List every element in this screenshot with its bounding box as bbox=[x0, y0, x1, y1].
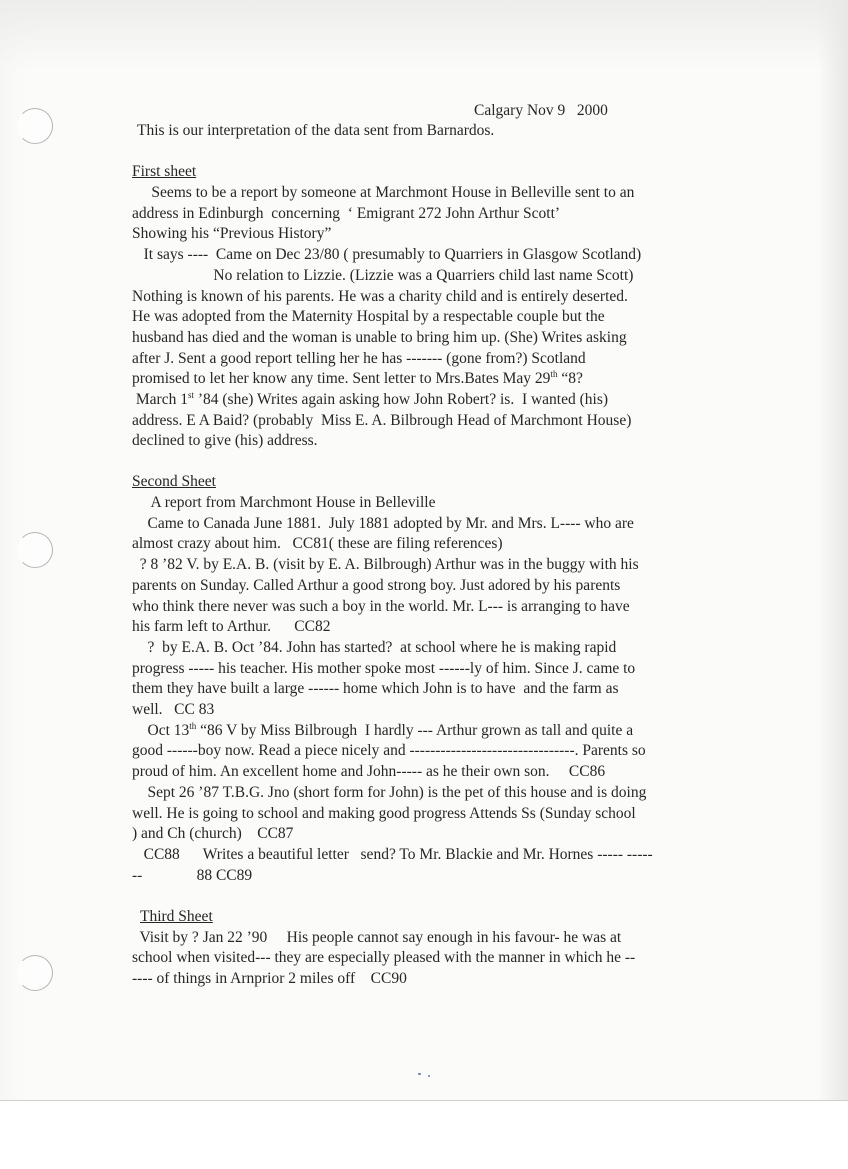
third-sheet-line: Visit by ? Jan 22 ’90 His people cannot say enough in his favour- he was at bbox=[132, 928, 622, 946]
ink-speck bbox=[428, 1075, 430, 1077]
second-sheet-line: proud of him. An excellent home and John----- as he their own son. CC86 bbox=[132, 763, 606, 781]
second-sheet-line: ? by E.A. B. Oct ’84. John has started? at school where he is making rapid bbox=[132, 638, 617, 656]
second-sheet-line: A report from Marchmont House in Belleville bbox=[132, 494, 436, 511]
first-sheet-line: address in Edinburgh concerning ‘ Emigrant 272 John Arthur Scott’ bbox=[132, 204, 561, 222]
third-sheet-line: ---- of things in Arnprior 2 miles off CC90 bbox=[132, 969, 407, 987]
first-sheet-heading: First sheet bbox=[132, 163, 197, 180]
page-edge-shadow-right bbox=[818, 0, 848, 1168]
second-sheet-line: Came to Canada June 1881. July 1881 adopted by Mr. and Mrs. L---- who are bbox=[132, 514, 634, 532]
page-edge-shadow-top bbox=[0, 0, 848, 70]
second-sheet-line: -- 88 CC89 bbox=[132, 866, 253, 884]
third-sheet-heading: Third Sheet bbox=[140, 908, 213, 925]
intro-line: This is our interpretation of the data sent from Barnardos. bbox=[137, 122, 495, 139]
second-sheet-line: CC88 Writes a beautiful letter send? To Mr. Blackie and Mr. Hornes ----- ----- bbox=[132, 845, 653, 863]
second-sheet-line: well. He is going to school and making good progress Attends Ss (Sunday school bbox=[132, 804, 636, 822]
first-sheet-line: declined to give (his) address. bbox=[132, 432, 318, 450]
second-sheet-line: almost crazy about him. CC81( these are filing references) bbox=[132, 535, 503, 553]
second-sheet-line: ) and Ch (church) CC87 bbox=[132, 825, 294, 843]
second-sheet-line: them they have built a large ------ home which John is to have and the farm as bbox=[132, 680, 619, 698]
punch-hole-middle bbox=[17, 532, 53, 568]
first-sheet-line: after J. Sent a good report telling her he has ------- (gone from?) Scotland bbox=[132, 349, 586, 367]
second-sheet-line: parents on Sunday. Called Arthur a good strong boy. Just adored by his parents bbox=[132, 576, 621, 594]
punch-hole-bottom bbox=[17, 955, 53, 991]
first-sheet-line: It says ---- Came on Dec 23/80 ( presumably to Quarriers in Glasgow Scotland) bbox=[132, 246, 642, 264]
date-line: Calgary Nov 9 2000 bbox=[474, 102, 608, 119]
second-sheet-line: good ------boy now. Read a piece nicely and --------------------------------. Parents so bbox=[132, 742, 646, 760]
first-sheet-line: husband has died and the woman is unable to bring him up. (She) Writes asking bbox=[132, 328, 627, 346]
second-sheet-line: his farm left to Arthur. CC82 bbox=[132, 618, 331, 636]
third-sheet-line: school when visited--- they are especially pleased with the manner in which he -- bbox=[132, 949, 636, 967]
first-sheet-line: March 1st ’84 (she) Writes again asking how John Robert? is. I wanted (his) bbox=[132, 389, 609, 408]
second-sheet-line: who think there never was such a boy in the world. Mr. L--- is arranging to have bbox=[132, 597, 630, 615]
second-sheet-heading: Second Sheet bbox=[132, 473, 216, 490]
second-sheet-line: well. CC 83 bbox=[132, 701, 215, 718]
first-sheet-line: Showing his “Previous History” bbox=[132, 225, 332, 243]
ink-speck bbox=[418, 1073, 421, 1075]
second-sheet-line: Oct 13th “86 V by Miss Bilbrough I hardly --- Arthur grown as tall and quite a bbox=[132, 720, 634, 739]
first-sheet-line: address. E A Baid? (probably Miss E. A. Bilbrough Head of Marchmont House) bbox=[132, 411, 632, 429]
second-sheet-line: progress ----- his teacher. His mother spoke most ------ly of him. Since J. came to bbox=[132, 659, 636, 677]
second-sheet-line: ? 8 ’82 V. by E.A. B. (visit by E. A. Bilbrough) Arthur was in the buggy with his bbox=[132, 556, 639, 574]
punch-hole-top bbox=[17, 108, 53, 144]
first-sheet-line: He was adopted from the Maternity Hospital by a respectable couple but the bbox=[132, 308, 605, 326]
first-sheet-line: Seems to be a report by someone at Marchmont House in Belleville sent to an bbox=[132, 184, 635, 201]
first-sheet-line: Nothing is known of his parents. He was a charity child and is entirely deserted. bbox=[132, 287, 628, 305]
second-sheet-line: Sept 26 ’87 T.B.G. Jno (short form for John) is the pet of this house and is doing bbox=[132, 783, 647, 801]
first-sheet-line: promised to let her know any time. Sent letter to Mrs.Bates May 29th “8? bbox=[132, 369, 583, 388]
scanner-bed-strip bbox=[0, 1100, 848, 1169]
first-sheet-line: No relation to Lizzie. (Lizzie was a Quarriers child last name Scott) bbox=[132, 266, 634, 284]
